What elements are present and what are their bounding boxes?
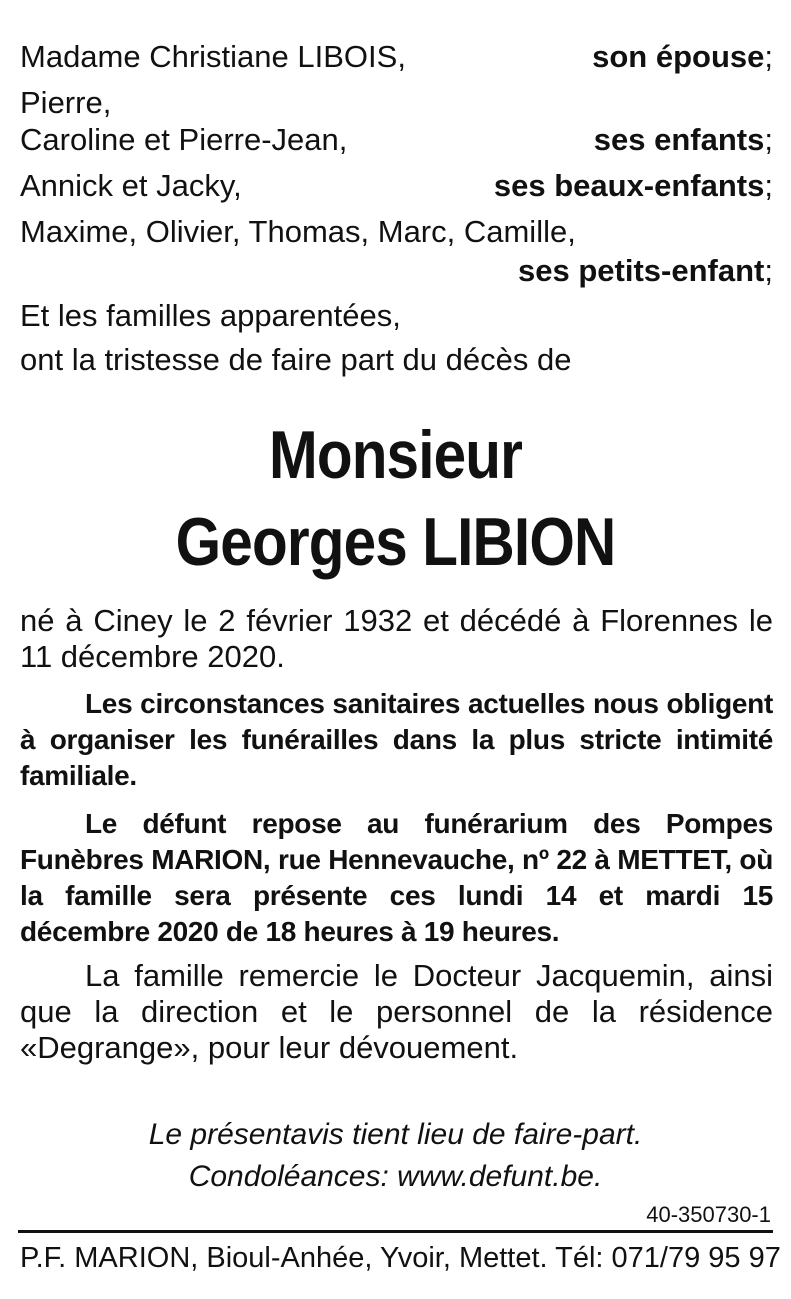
family-name: Annick et Jacky, xyxy=(20,168,242,203)
reference-number: 40-350730-1 xyxy=(646,1202,771,1227)
funeral-home-footer: P.F. MARION, Bioul-Anhée, Yvoir, Mettet. Tél: 071/79 95 97 xyxy=(20,1242,781,1274)
deceased-title: Monsieur xyxy=(268,417,523,493)
family-role: ses beaux-enfants; xyxy=(493,168,773,203)
family-name: Caroline et Pierre-Jean, xyxy=(20,122,348,157)
family-name: Madame Christiane LIBOIS, xyxy=(20,39,406,74)
notice-text: Le présentavis tient lieu de faire-part. xyxy=(148,1118,643,1151)
funerarium-notice: Le défunt repose au funérarium des Pompes Funèbres MARION, rue Hennevauche, nº 22 à METTET, où la famille sera présente ces lundi 14 et mardi 15 décembre 2020 de 18 heures à 19 heures. xyxy=(20,808,773,947)
family-line-child: Pierre, xyxy=(20,85,112,120)
family-role: ses petits-enfant; xyxy=(518,253,773,288)
sanitary-notice: Les circonstances sanitaires actuelles nous obligent à organiser les funérailles dans la plus stricte intimité familiale. xyxy=(20,688,773,791)
announce-text: ont la tristesse de faire part du décès de xyxy=(20,342,572,377)
family-line-grandchildren: Maxime, Olivier, Thomas, Marc, Camille, xyxy=(20,214,576,249)
family-role: son épouse; xyxy=(592,39,773,74)
thanks-text: La famille remercie le Docteur Jacquemin, ainsi que la direction et le personnel de la résidence «Degrange», pour leur dévouement. xyxy=(20,958,773,1065)
divider xyxy=(18,1230,773,1233)
condolences-text: Condoléances: www.defunt.be. xyxy=(188,1160,603,1193)
birth-death-text: né à Ciney le 2 février 1932 et décédé à Florennes le 11 décembre 2020. xyxy=(20,603,773,674)
family-role: ses enfants; xyxy=(593,122,773,157)
deceased-name: Georges LIBION xyxy=(175,504,616,580)
family-apparentees: Et les familles apparentées, xyxy=(20,298,401,333)
